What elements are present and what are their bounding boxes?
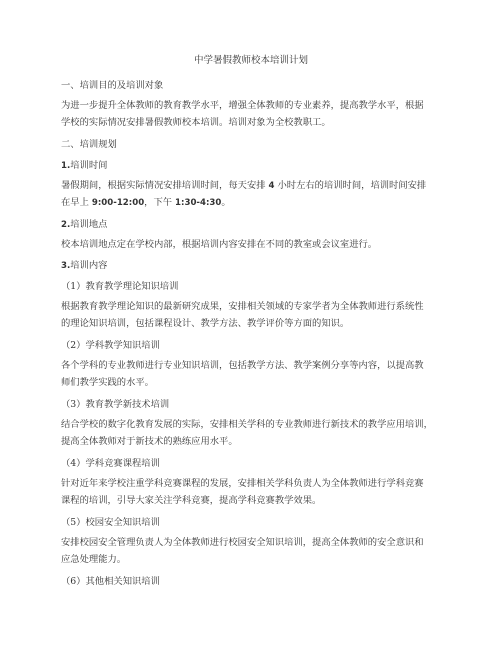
paragraph-line: [61, 179, 426, 193]
paragraph-line: [61, 196, 231, 210]
paragraph-line: 课程的培训，引导大家关注学科竞赛，提高学科竞赛教学效果。: [61, 495, 322, 506]
paragraph-line: 各个学科的专业教师进行专业知识培训，包括教学方法、教学案例分享等内容，以提高教: [61, 360, 424, 371]
section-heading-1: 一、培训目的及培训对象: [61, 80, 164, 91]
content-item-heading: （6）其他相关知识培训: [61, 576, 160, 587]
content-item-heading: （4）学科竞赛课程培训: [61, 458, 160, 469]
paragraph-line: 应急处理能力。: [61, 554, 127, 565]
subheading-time: [61, 159, 107, 173]
paragraph-line: 结合学校的数字化教育发展的实际，安排相关学科的专业教师进行新技术的教学应用培训，: [61, 419, 433, 430]
section-heading-2: 二、培训规划: [61, 139, 117, 150]
document-title: 中学暑假教师校本培训计划: [193, 55, 308, 66]
content-item-heading: （3）教育教学新技术培训: [61, 399, 170, 410]
content-item-heading: （1）教育教学理论知识培训: [61, 281, 179, 292]
text-run: ，下午: [144, 197, 173, 208]
afternoon-time: 1:30-4:30: [175, 198, 222, 208]
paragraph-line: 根据教育教学理论知识的最新研究成果，安排相关领域的专家学者为全体教师进行系统性: [61, 301, 424, 312]
paragraph-line: 安排校园安全管理负责人为全体教师进行校园安全知识培训，提高全体教师的安全意识和: [61, 537, 424, 548]
paragraph-line: 提高全体教师对于新技术的熟练应用水平。: [61, 436, 238, 447]
paragraph-line: 针对近年来学校注重学科竞赛课程的发展，安排相关学科负责人为全体教师进行学科竞赛: [61, 478, 424, 489]
content-item-heading: （5）校园安全知识培训: [61, 517, 160, 528]
subheading-number: 2.: [61, 220, 71, 230]
subheading-number: 3.: [61, 261, 71, 271]
paragraph-line: 的理论知识培训，包括课程设计、教学方法、教学评价等方面的知识。: [61, 318, 350, 329]
morning-time: 9:00-12:00: [91, 198, 145, 208]
subheading-text: 培训内容: [70, 260, 108, 271]
paragraph-line: 校本培训地点定在学校内部，根据培训内容安排在不同的教室或会议室进行。: [61, 239, 378, 250]
subheading-content: [61, 259, 107, 273]
text-run: 小时左右的培训时间，培训时间安排: [277, 180, 427, 191]
paragraph-line: 师们教学实践的水平。: [61, 377, 154, 388]
paragraph-line: 学校的实际情况安排暑假教师校本培训。培训对象为全校教职工。: [61, 117, 331, 128]
text-run: 。: [221, 197, 231, 208]
hours-value: 4: [268, 181, 275, 191]
subheading-place: [61, 218, 107, 232]
text-run: 暑假期间，根据实际情况安排培训时间，每天安排: [61, 180, 266, 191]
content-item-heading: （2）学科教学知识培训: [61, 340, 160, 351]
text-run: 在早上: [61, 197, 89, 208]
subheading-text: 培训时间: [70, 160, 108, 171]
subheading-number: 1.: [61, 161, 71, 171]
paragraph-line: 为进一步提升全体教师的教育教学水平，增强全体教师的专业素养，提高教学水平，根据: [61, 100, 424, 111]
subheading-text: 培训地点: [70, 219, 108, 230]
